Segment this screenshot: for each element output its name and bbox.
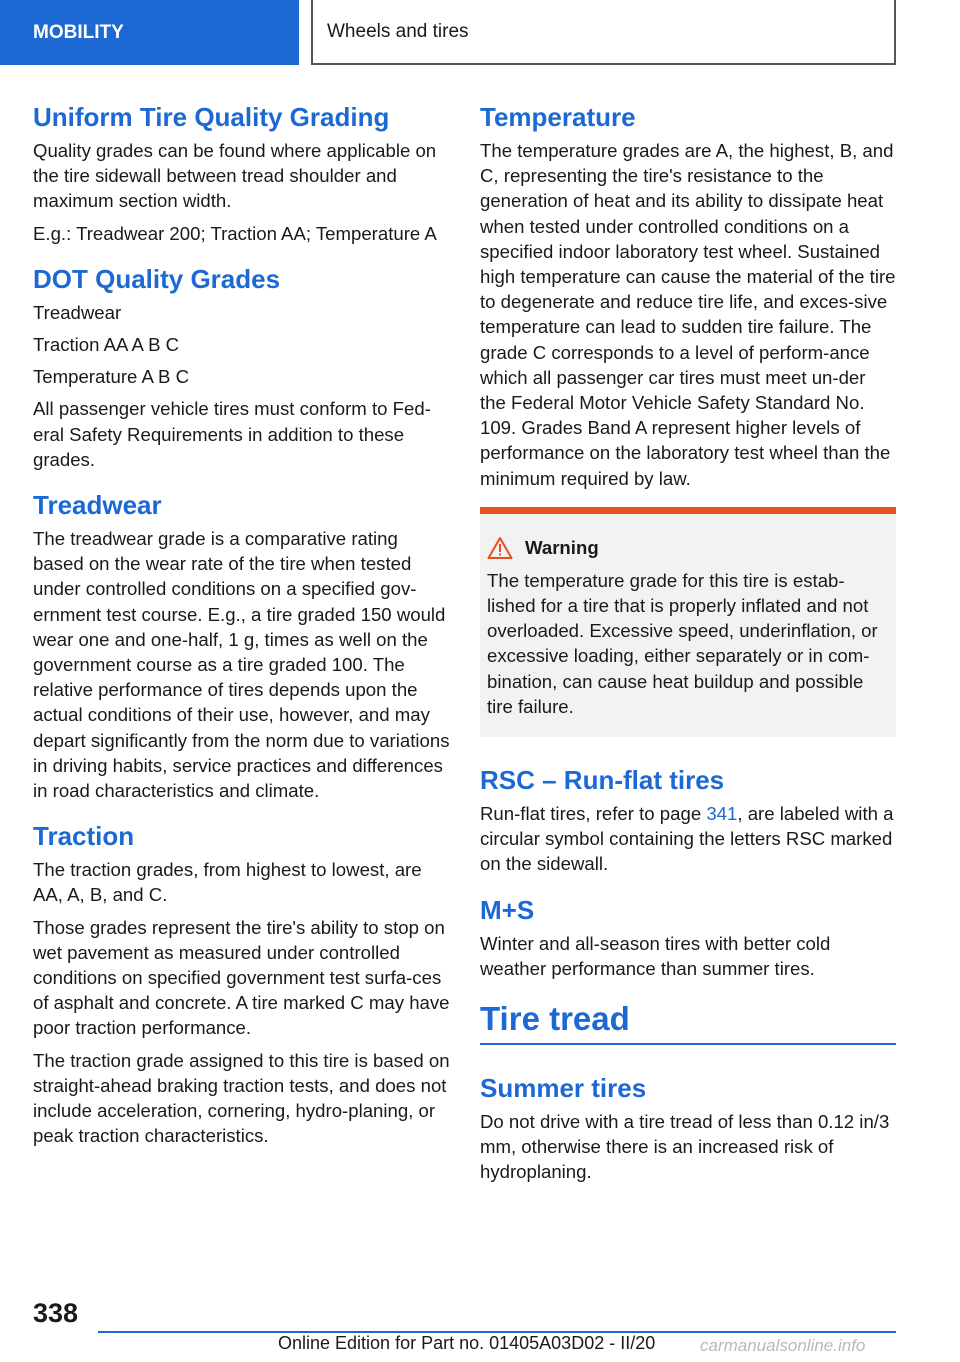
temperature-heading: Temperature — [480, 102, 636, 132]
warning-text: The temperature grade for this tire is estab-lished for a tire that is properly inflated and not overloaded. Excessive speed, underinflation, or excessive loading, either separately or in com-bination, can cause heat buildup and possible tire failure. — [487, 569, 878, 717]
traction-section — [33, 819, 451, 1148]
dot-line-temperature: Temperature A B C — [33, 366, 190, 388]
tire-tread-heading: Tire tread — [480, 1000, 630, 1038]
footer-edition: Online Edition for Part no. 01405A03D02 - II/20 — [278, 1333, 656, 1353]
utqg-section — [33, 100, 451, 246]
warning-header — [487, 536, 888, 560]
utqg-paragraph-2: E.g.: Treadwear 200; Traction AA; Temperature A — [33, 222, 437, 244]
rsc-heading: RSC – Run-flat tires — [480, 765, 725, 796]
dot-paragraph: All passenger vehicle tires must conform to Fed-eral Safety Requirements in addition to these grades. — [33, 398, 431, 470]
page-number: 338 — [33, 1298, 79, 1328]
rsc-paragraph — [480, 801, 896, 877]
utqg-paragraph-1: Quality grades can be found where applicable on the tire sidewall between tread shoulder and maximum section width. — [33, 140, 437, 212]
temperature-paragraph: The temperature grades are A, the highest, B, and C, representing the tire's resistance to the generation of heat and its ability to dissipate heat when tested under controlled conditions on a specified indoor laboratory test wheel. Sustained high temperature can cause the material of the tire to degenerate and reduce tire life, and exces-sive temperature can lead to sudden tire failure. The grade C corresponds to a level of perform-ance which all passenger car tires must meet un-der the Federal Motor Vehicle Safety Standard No. 109. Grades Band A represent higher levels of performance on the laboratory test wheel than the minimum required by law. — [480, 140, 896, 489]
warning-triangle-icon — [487, 536, 513, 560]
traction-paragraph-2: Those grades represent the tire's ability to stop on wet pavement as measured under controlled conditions on specified government test surfa-ces of asphalt and concrete. A tire marked C may have poor traction performance. — [33, 916, 450, 1039]
warning-title: Warning — [525, 536, 599, 558]
header-chapter-title: Wheels and tires — [311, 0, 896, 65]
summer-tires-paragraph: Do not drive with a tire tread of less than 0.12 in/3 mm, otherwise there is an increased risk of hydroplaning. — [480, 1111, 890, 1183]
utqg-heading: Uniform Tire Quality Grading — [33, 102, 390, 132]
temperature-section — [480, 100, 896, 491]
rsc-section — [480, 763, 896, 877]
dot-line-treadwear: Treadwear — [33, 301, 122, 323]
traction-heading: Traction — [33, 821, 135, 852]
traction-paragraph-3: The traction grade assigned to this tire is based on straight-ahead braking traction tests, and does not include acceleration, cornering, hydro-planing, or peak traction characteristics. — [33, 1049, 450, 1147]
summer-tires-heading: Summer tires — [480, 1073, 647, 1104]
right-column — [480, 100, 896, 1192]
watermark: carmanualsonline.info — [700, 1336, 866, 1355]
ms-heading: M+S — [480, 894, 535, 925]
treadwear-heading: Treadwear — [33, 490, 162, 521]
rsc-text-pre: Run-flat tires, refer to page — [480, 803, 707, 825]
ms-section — [480, 893, 896, 981]
warning-box — [480, 507, 896, 737]
header-section-label: MOBILITY — [0, 0, 299, 65]
page-link-341[interactable]: 341 — [706, 803, 738, 825]
treadwear-section — [33, 488, 451, 803]
dot-heading: DOT Quality Grades — [33, 263, 281, 294]
dot-line-traction: Traction AA A B C — [33, 334, 180, 356]
treadwear-paragraph: The treadwear grade is a comparative rating based on the wear rate of the tire when tested under controlled conditions on a specified gov-ernment test course. E.g., a tire graded 150 would wear one and one-half, 1 g, times as well on the government course as a tire graded 100. The relative performance of tires depends upon the actual conditions of their use, however, and may depart significantly from the norm due to variations in driving habits, service practices and differences in road characteristics and climate. — [33, 528, 450, 802]
left-column — [33, 100, 451, 1165]
dot-section — [33, 262, 451, 472]
tire-tread-heading-wrap — [480, 997, 896, 1045]
summer-tires-section — [480, 1071, 896, 1185]
rsc-text-post: , are labeled with a circular symbol containing the letters RSC marked on the sidewall. — [480, 803, 894, 875]
ms-paragraph: Winter and all-season tires with better cold weather performance than summer tires. — [480, 932, 831, 979]
traction-paragraph-1: The traction grades, from highest to lowest, are AA, A, B, and C. — [33, 859, 422, 906]
